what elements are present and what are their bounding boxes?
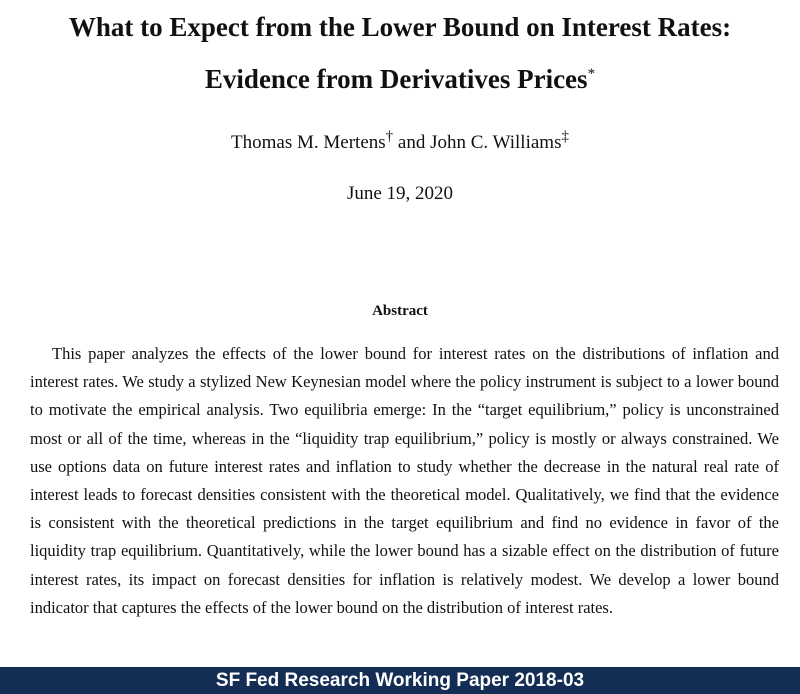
footer-banner [0,667,800,694]
author-1-name: Thomas M. Mertens [231,132,386,153]
author-1-footnote-mark: † [385,128,394,145]
author-connector: and [393,132,431,153]
author-2-footnote-mark: ‡ [561,128,569,145]
paper-title-line-1-text: What to Expect from the Lower Bound on Interest Rates: [68,12,732,42]
author-2-name: John C. Williams [430,132,562,153]
paper-title-line-1 [0,14,800,41]
abstract-heading: Abstract [372,303,428,319]
abstract-body: This paper analyzes the effects of the lower bound for interest rates on the distributions of inflation and interest rates. We study a stylized New Keynesian model where the policy instrument is subject to a lower bound to motivate the empirical analysis. Two equilibria emerge: In the “target equilibrium,” policy is unconstrained most or all of the time, whereas in the “liquidity trap equilibrium,” policy is mostly or always constrained. We use options data on future interest rates and inflation to study whether the decrease in the natural real rate of interest leads to forecast densities consistent with the theoretical model. Qualitatively, we find that the evidence is consistent with the theoretical predictions in the target equilibrium and find no evidence in favor of the liquidity trap equilibrium. Quantitatively, while the lower bound has a sizable effect on the distribution of future interest rates, its impact on forecast densities for inflation is relatively modest. We develop a lower bound indicator that captures the effects of the lower bound on the distribution of interest rates. [30,344,779,617]
title-footnote-mark: * [587,66,596,82]
paper-date: June 19, 2020 [346,183,454,204]
authors-line [0,128,800,154]
paper-title-line-2 [0,66,800,93]
paper-title-line-2-text: Evidence from Derivatives Prices [204,64,588,94]
footer-banner-text: SF Fed Research Working Paper 2018-03 [215,670,585,691]
